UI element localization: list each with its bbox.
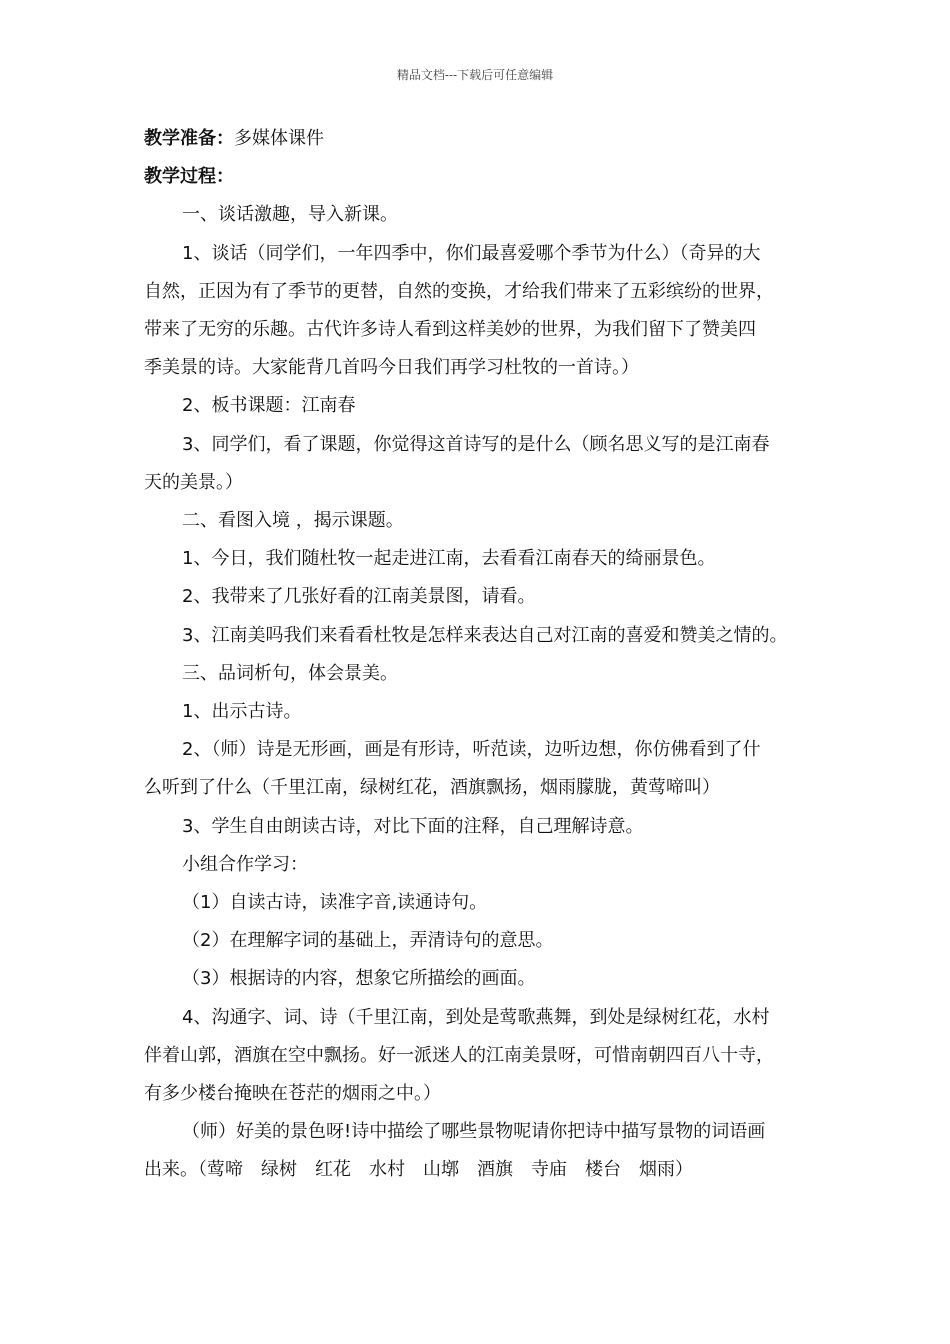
paragraph-line: 自然，正因为有了季节的更替，自然的变换，才给我们带来了五彩缤纷的世界， <box>144 280 774 302</box>
paragraph-line: 有多少楼台掩映在苍茫的烟雨之中。） <box>144 1083 441 1105</box>
section-heading-2: 二、看图入境 ，揭示课题。 <box>182 510 404 532</box>
paragraph-line: 伴着山郭，酒旗在空中飘扬。好一派迷人的江南美景呀，可惜南朝四百八十寺， <box>144 1044 774 1066</box>
list-item: （1）自读古诗，读准字音,读通诗句。 <box>182 892 488 914</box>
page-header: 精品文档---下载后可任意编辑 <box>396 68 554 82</box>
section-heading-3: 三、品词析句，体会景美。 <box>182 662 398 684</box>
paragraph-line: 季美景的诗。大家能背几首吗今日我们再学习杜牧的一首诗。） <box>144 357 639 379</box>
section-heading-1: 一、谈话激趣，导入新课。 <box>182 204 398 226</box>
paragraph-line: 2、我带来了几张好看的江南美景图，请看。 <box>182 586 536 608</box>
document-body <box>144 120 814 1190</box>
list-item: （3）根据诗的内容，想象它所描绘的画面。 <box>182 968 536 990</box>
paragraph-line: 带来了无穷的乐趣。古代许多诗人看到这样美妙的世界，为我们留下了赞美四 <box>144 319 756 341</box>
list-item: （2）在理解字词的基础上，弄清诗句的意思。 <box>182 930 554 952</box>
paragraph-line: 出来。（莺啼 绿树 红花 水村 山墎 酒旗 寺庙 楼台 烟雨） <box>144 1159 693 1181</box>
paragraph-line: 天的美景。） <box>144 471 243 493</box>
paragraph-line: 1、谈话（同学们，一年四季中，你们最喜爱哪个季节为什么）（奇异的大 <box>182 242 761 264</box>
paragraph-line: 小组合作学习： <box>182 853 308 875</box>
paragraph-line: 1、今日，我们随杜牧一起走进江南，去看看江南春天的绮丽景色。 <box>182 548 716 570</box>
paragraph-line: 2、板书课题：江南春 <box>182 395 356 417</box>
teaching-process-label: 教学过程： <box>144 166 234 188</box>
teaching-prep-value: 多媒体课件 <box>234 128 324 149</box>
paragraph-line: （师）好美的景色呀!诗中描绘了哪些景物呢请你把诗中描写景物的词语画 <box>182 1121 766 1143</box>
teaching-prep-label: 教学准备： <box>144 128 234 149</box>
paragraph-line: 2、（师）诗是无形画，画是有形诗，听范读，边听边想，你仿佛看到了什 <box>182 739 761 761</box>
paragraph-line: 1、出示古诗。 <box>182 701 302 723</box>
paragraph-line: 3、江南美吗我们来看看杜牧是怎样来表达自己对江南的喜爱和赞美之情的。 <box>182 624 788 646</box>
paragraph-line: 么听到了什么（千里江南，绿树红花，酒旗飘扬，烟雨朦胧，黄莺啼叫） <box>144 777 720 799</box>
teaching-prep-line <box>144 120 814 158</box>
paragraph-line: 3、学生自由朗读古诗，对比下面的注释，自己理解诗意。 <box>182 815 644 837</box>
paragraph-line: 3、同学们，看了课题，你觉得这首诗写的是什么（顾名思义写的是江南春 <box>182 433 770 455</box>
paragraph-line: 4、沟通字、词、诗（千里江南，到处是莺歌燕舞，到处是绿树红花，水村 <box>182 1006 770 1028</box>
